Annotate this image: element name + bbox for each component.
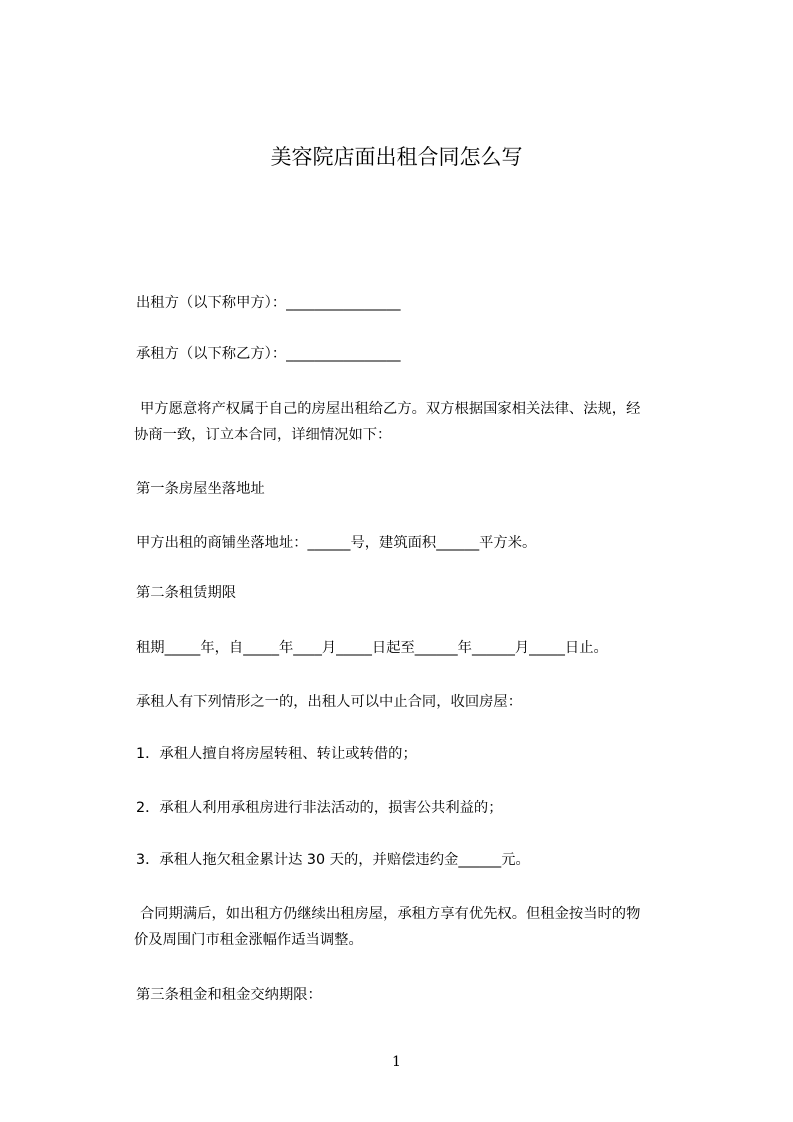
text-line: 第二条租赁期限 [136,585,237,601]
text-line: 第三条租金和租金交纳期限： [136,987,322,1003]
text-line: 承租方（以下称乙方）：________________ [136,346,401,362]
text-line: 协商一致，订立本合同，详细情况如下： [134,427,392,443]
preamble-paragraph [136,396,718,448]
text-line: 价及周围门市租金涨幅作适当调整。 [134,932,363,948]
article-heading [136,982,718,1008]
text-line: 出租方（以下称甲方）：________________ [136,295,401,311]
text-line: 2．承租人利用承租房进行非法活动的，损害公共利益的； [136,800,503,816]
text-line: 1．承租人擅自将房屋转租、转让或转借的； [136,746,417,762]
text-line: 甲方出租的商铺坐落地址：______号，建筑面积______平方米。 [136,535,537,551]
lessee-line [136,341,718,367]
text-line: 合同期满后，如出租方仍继续出租房屋，承租方享有优先权。但租金按当时的物 [140,906,641,922]
lessor-line [136,290,718,316]
renewal-paragraph [136,901,718,953]
page-number: 1 [392,1054,401,1070]
article-heading [136,476,718,502]
text-line: 甲方愿意将产权属于自己的房屋出租给乙方。双方根据国家相关法律、法规，经 [140,401,641,417]
term-line [136,635,718,661]
text-line: 承租人有下列情形之一的，出租人可以中止合同，收回房屋： [136,694,523,710]
address-line [136,530,718,556]
list-item [136,847,718,873]
text-line: 3．承租人拖欠租金累计达 30 天的，并赔偿违约金______元。 [136,852,530,868]
termination-intro [136,689,718,715]
article-heading [136,580,718,606]
document-title: 美容院店面出租合同怎么写 [270,145,523,169]
list-item [136,795,718,821]
text-line: 租期_____年，自_____年____月_____日起至______年______月_____日止。 [136,640,608,656]
list-item [136,741,718,767]
text-line: 第一条房屋坐落地址 [136,481,265,497]
